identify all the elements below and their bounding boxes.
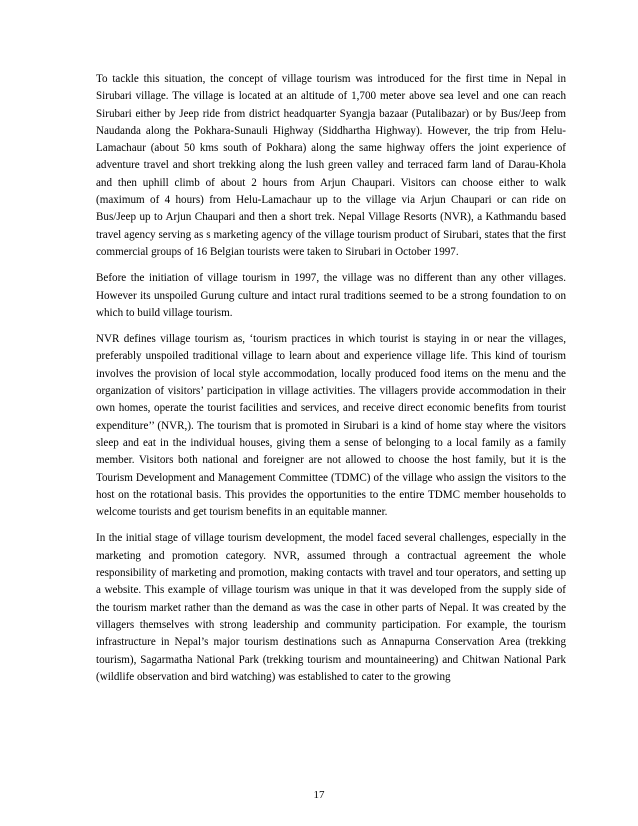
page-number: 17 bbox=[313, 789, 325, 801]
paragraph: In the initial stage of village tourism development, the model faced several challenges, especially in the marketing and promotion category. NVR, assumed through a contractual agreement the whole responsibility of marketing and promotion, making contacts with travel and tour operators, and setting up a website. This example of village tourism was unique in that it was developed from the supply side of the tourism market rather than the demand as was the case in other parts of Nepal. It was created by the villagers themselves with strong leadership and community participation. For example, the tourism infrastructure in Nepal’s major tourism destinations such as Annapurna Conservation Area (trekking tourism), Sagarmatha National Park (trekking tourism and mountaineering) and Chitwan National Park (wildlife observation and bird watching) was established to cater to the growing bbox=[96, 532, 566, 683]
body-text bbox=[96, 71, 566, 695]
paragraph: To tackle this situation, the concept of village tourism was introduced for the first time in Nepal in Sirubari village. The village is located at an altitude of 1,700 meter above sea level and one can reach Sirubari either by Jeep ride from district headquarter Syangja bazaar (Putalibazar) or by Bus/Jeep from Naudanda along the Pokhara-Sunauli Highway (Siddhartha Highway). However, the trip from Helu-Lamachaur (about 50 kms south of Pokhara) along the same highway offers the joint experience of adventure travel and short trekking along the lush green valley and terraced farm land of Darau-Khola and then uphill climb of about 2 hours from Arjun Chaupari. Visitors can choose either to walk (maximum of 4 hours) from Helu-Lamachaur up to the village via Arjun Chaupari or can ride on Bus/Jeep up to Arjun Chaupari and then a short trek. Nepal Village Resorts (NVR), a Kathmandu based travel agency serving as s marketing agency of the village tourism product of Sirubari, states that the first commercial groups of 16 Belgian tourists were taken to Sirubari in October 1997. bbox=[96, 73, 566, 258]
paragraph: NVR defines village tourism as, ‘tourism practices in which tourist is staying in or near the villages, preferably unspoiled traditional village to learn about and experience village life. This kind of tourism involves the provision of local style accommodation, locally produced food items on the menu and the organization of visitors’ participation in village activities. The villagers provide accommodation in their own homes, operate the tourist facilities and services, and receive direct economic benefits from tourist expenditure’’ (NVR,). The tourism that is promoted in Sirubari is a kind of home stay where the visitors sleep and eat in the individual houses, giving them a sense of belonging to a local family as a family member. Visitors both national and foreigner are not allowed to choose the host family, but it is the Tourism Development and Management Committee (TDMC) of the village who assign the visitors to the host on the rotational basis. This provides the opportunities to the entire TDMC member households to welcome tourists and get tourism benefits in an equitable manner. bbox=[96, 333, 566, 519]
paragraph: Before the initiation of village tourism in 1997, the village was no different than any other villages. However its unspoiled Gurung culture and intact rural traditions seemed to be a strong foundation to on which to build village tourism. bbox=[96, 272, 566, 319]
